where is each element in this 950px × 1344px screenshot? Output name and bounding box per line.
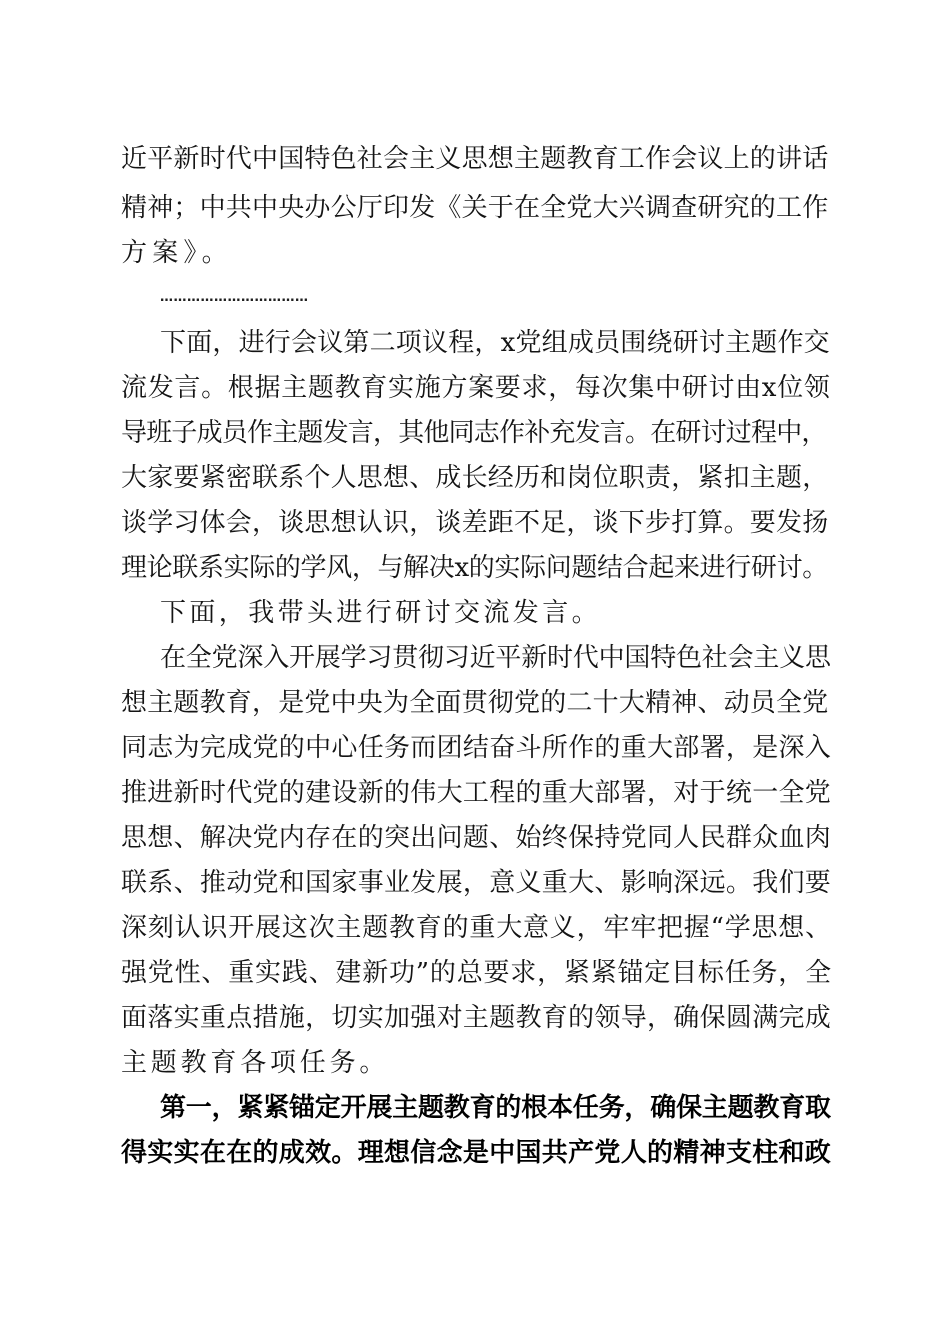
line-text: 下面，进行会议第二项议程，x党组成员围绕研讨主题作交 <box>160 328 830 358</box>
line-text: 下面，我带头进行研讨交流发言。 <box>160 598 602 628</box>
paragraph-4-line-6 <box>0 861 950 905</box>
line-text: 谈学习体会，谈思想认识，谈差距不足，谈下步打算。要发扬 <box>121 508 829 538</box>
line-text: 流发言。根据主题教育实施方案要求，每次集中研讨由x位领 <box>121 373 831 403</box>
paragraph-2-line-4 <box>0 456 950 500</box>
paragraph-2-line-5 <box>0 501 950 545</box>
paragraph-2-line-3 <box>0 411 950 455</box>
line-text: 强党性、重实践、建新功”的总要求，紧紧锚定目标任务，全 <box>121 958 832 988</box>
line-text: 主题教育各项任务。 <box>121 1048 390 1078</box>
line-text: 第一，紧紧锚定开展主题教育的根本任务，确保主题教育取 <box>160 1093 831 1123</box>
line-text: 理论联系实际的学风，与解决x的实际问题结合起来进行研讨。 <box>121 553 828 583</box>
paragraph-4-line-4 <box>0 771 950 815</box>
line-text: 得实实在在的成效。理想信念是中国共产党人的精神支柱和政 <box>121 1138 832 1168</box>
line-text: 在全党深入开展学习贯彻习近平新时代中国特色社会主义思 <box>160 643 831 673</box>
line-text: 深刻认识开展这次主题教育的重大意义，牢牢把握“学思想、 <box>121 913 832 943</box>
line-text: 近平新时代中国特色社会主义思想主题教育工作会议上的讲话 <box>121 144 829 174</box>
line-text: 精神；中共中央办公厅印发《关于在全党大兴调查研究的工作 <box>121 193 829 223</box>
paragraph-3-line-1 <box>0 591 950 635</box>
ellipsis-text: …………………………… <box>160 290 309 305</box>
line-text: 导班子成员作主题发言，其他同志作补充发言。在研讨过程中， <box>121 418 827 448</box>
line-text: 大家要紧密联系个人思想、成长经历和岗位职责，紧扣主题， <box>121 463 829 493</box>
paragraph-2-line-2 <box>0 366 950 410</box>
paragraph-4-line-8 <box>0 951 950 995</box>
paragraph-1-line-2 <box>0 186 950 230</box>
paragraph-5-line-2 <box>0 1131 950 1175</box>
paragraph-1-line-1 <box>0 137 950 181</box>
line-text: 想主题教育，是党中央为全面贯彻党的二十大精神、动员全党 <box>121 688 829 718</box>
paragraph-4-line-10 <box>0 1041 950 1085</box>
line-text: 联系、推动党和国家事业发展，意义重大、影响深远。我们要 <box>121 868 832 898</box>
paragraph-5-line-1 <box>0 1086 950 1130</box>
line-text: 面落实重点措施，切实加强对主题教育的领导，确保圆满完成 <box>121 1003 832 1033</box>
paragraph-1-line-3 <box>0 231 950 275</box>
line-text: 同志为完成党的中心任务而团结奋斗所作的重大部署，是深入 <box>121 733 832 763</box>
paragraph-4-line-3 <box>0 726 950 770</box>
paragraph-4-line-9 <box>0 996 950 1040</box>
paragraph-2-line-1 <box>0 321 950 365</box>
paragraph-2-line-6 <box>0 546 950 590</box>
line-text: 方案》。 <box>121 238 233 268</box>
paragraph-4-line-7 <box>0 906 950 950</box>
paragraph-4-line-2 <box>0 681 950 725</box>
line-text: 推进新时代党的建设新的伟大工程的重大部署，对于统一全党 <box>121 778 832 808</box>
paragraph-4-line-1 <box>0 636 950 680</box>
line-text: 思想、解决党内存在的突出问题、始终保持党同人民群众血肉 <box>121 823 832 853</box>
ellipsis-separator <box>0 276 950 320</box>
paragraph-4-line-5 <box>0 816 950 860</box>
